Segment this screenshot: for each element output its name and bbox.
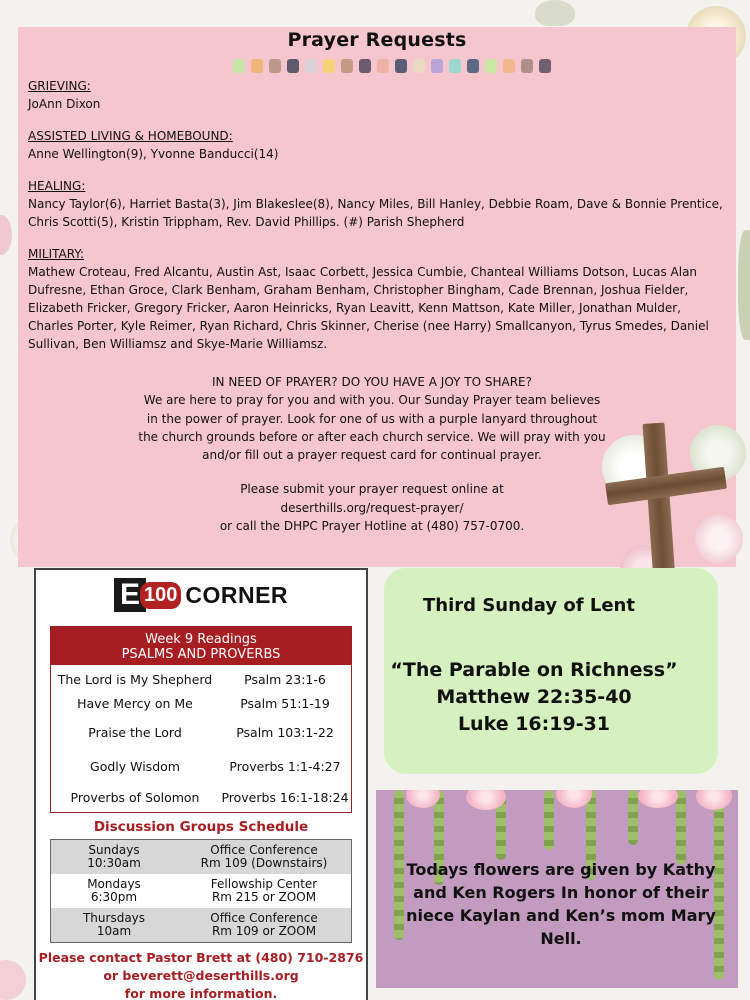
decorative-dot (305, 59, 317, 73)
reading-row (51, 714, 351, 750)
group-day: Mondays (87, 877, 141, 891)
prayer-hotline: or call the DHPC Prayer Hotline at (480) 757-0700. (219, 519, 525, 534)
decorative-dots (58, 59, 726, 73)
logo-e: E (114, 578, 146, 612)
group-day: Sundays (88, 843, 140, 857)
prayer-title: Prayer Requests (287, 29, 467, 51)
section-grieving (28, 77, 726, 113)
reading-ref: Psalm 23:1-6 (244, 672, 326, 687)
decorative-dot (341, 59, 353, 73)
petal-decoration (0, 215, 12, 255)
reading-ref: Psalm 51:1-19 (240, 695, 330, 711)
invitation-line: in the power of prayer. Look for one of us with a purple lanyard throughout (146, 411, 598, 426)
sermon-info (384, 657, 684, 738)
section-heading: ASSISTED LIVING & HOMEBOUND: (28, 129, 233, 143)
decorative-dot (539, 59, 551, 73)
decorative-dot (521, 59, 533, 73)
decorative-dot (485, 59, 497, 73)
reading-title: Proverbs of Solomon (70, 789, 200, 805)
readings-table (50, 626, 352, 813)
section-assisted-living (28, 127, 726, 163)
submit-line: Please submit your prayer request online at (240, 482, 504, 497)
group-room: Rm 215 or ZOOM (211, 890, 317, 904)
decorative-dot (449, 59, 461, 73)
reading-ref: Psalm 103:1-22 (236, 724, 334, 740)
section-military (28, 245, 726, 353)
readings-header (51, 627, 351, 665)
reading-title: Have Mercy on Me (77, 695, 193, 711)
group-row (51, 908, 351, 942)
prayer-request-link[interactable]: deserthills.org/request-prayer/ (280, 500, 464, 515)
flowers-dedication-text: Todays flowers are given by Kathy and Ken Rogers In honor of their niece Kaylan and Ken’s mom Mary Nell. (406, 860, 716, 948)
invitation-line: We are here to pray for you and with you. Our Sunday Prayer team believes (143, 393, 601, 408)
lent-sermon-box (384, 568, 718, 774)
contact-info (36, 949, 366, 1000)
group-room: Rm 109 (Downstairs) (200, 856, 328, 870)
section-body: Nancy Taylor(6), Harriet Basta(3), Jim Blakeslee(8), Nancy Miles, Bill Hanley, Debbie Roam, Dave & Bonnie Prentice, Chris Scotti(5), Kristin Trippham, Rev. David Phillips. (#) Parish Shepherd (28, 197, 723, 229)
group-row (51, 874, 351, 908)
contact-email[interactable]: or beverett@deserthills.org (103, 968, 299, 983)
decorative-dot (503, 59, 515, 73)
group-day: Thursdays (82, 911, 146, 925)
group-time: 10am (96, 924, 132, 938)
group-time: 10:30am (87, 856, 141, 870)
section-healing (28, 177, 726, 231)
lent-title: Third Sunday of Lent (423, 595, 635, 616)
decorative-dot (323, 59, 335, 73)
scripture-ref: Luke 16:19-31 (457, 713, 611, 735)
logo-corner-word: CORNER (185, 581, 289, 608)
scripture-ref: Matthew 22:35-40 (436, 686, 632, 708)
group-room: Rm 109 or ZOOM (211, 924, 317, 938)
reading-row (51, 782, 351, 812)
decorative-dot (359, 59, 371, 73)
logo-100: 100 (140, 582, 181, 609)
pink-flower-decoration (0, 960, 26, 1000)
prayer-sections (28, 77, 726, 353)
reading-row (51, 667, 351, 692)
section-heading: HEALING: (28, 179, 86, 193)
week-subtitle: PSALMS AND PROVERBS (121, 647, 281, 662)
decorative-dot (251, 59, 263, 73)
section-body: JoAnn Dixon (28, 97, 101, 111)
group-place: Office Conference (210, 911, 318, 925)
section-heading: MILITARY: (28, 247, 85, 261)
reading-row (51, 750, 351, 782)
section-heading: GRIEVING: (28, 79, 91, 93)
decorative-dot (233, 59, 245, 73)
decorative-dot (287, 59, 299, 73)
invitation-line: and/or fill out a prayer request card for continual prayer. (202, 448, 542, 463)
decorative-dot (377, 59, 389, 73)
decorative-dot (395, 59, 407, 73)
section-body: Mathew Croteau, Fred Alcantu, Austin Ast, Isaac Corbett, Jessica Cumbie, Chanteal Williams Dotson, Lucas Alan Dufresne, Ethan Groce, Clark Benham, Graham Benham, Christopher Bingham, Cade Brennan, Joshua Fielder, Elizabeth Fricker, Gregory Fricker, Aaron Heinricks, Ryan Leavitt, Kenn Mattson, Kate Miller, Jonathan Mulder, Charles Porter, Kyle Reimer, Ryan Richard, Chris Skinner, Cherise (nee Harry) Smallcanyon, Tyrus Smedes, Daniel Sullivan, Ben Williamsz and Skye-Marie Williamsz. (28, 265, 709, 351)
decorative-dot (269, 59, 281, 73)
group-place: Fellowship Center (210, 877, 318, 891)
decorative-dot (467, 59, 479, 73)
reading-ref: Proverbs 16:1-18:24 (221, 789, 349, 805)
discussion-groups-title: Discussion Groups Schedule (93, 819, 309, 835)
decorative-dot (431, 59, 443, 73)
decorative-dot (413, 59, 425, 73)
reading-title: Praise the Lord (88, 724, 182, 740)
e100-logo (36, 578, 366, 612)
e100-corner (34, 568, 368, 1000)
bud-decoration (535, 0, 575, 26)
contact-more: for more information. (124, 986, 278, 1000)
leaf-decoration (738, 230, 750, 340)
discussion-groups-table (50, 839, 352, 943)
section-body: Anne Wellington(9), Yvonne Banducci(14) (28, 147, 279, 161)
invitation-line: the church grounds before or after each church service. We will pray with you (138, 429, 606, 444)
reading-title: Godly Wisdom (90, 758, 180, 774)
reading-row (51, 692, 351, 714)
group-time: 6:30pm (90, 890, 138, 904)
sermon-title: “The Parable on Richness” (390, 659, 678, 681)
invitation-line: IN NEED OF PRAYER? DO YOU HAVE A JOY TO SHARE? (212, 375, 532, 389)
reading-title: The Lord is My Shepherd (57, 672, 213, 687)
week-title: Week 9 Readings (145, 632, 257, 647)
reading-ref: Proverbs 1:1-4:27 (229, 758, 341, 774)
flowers-dedication-box (376, 790, 738, 988)
group-place: Office Conference (210, 843, 318, 857)
group-row (51, 840, 351, 874)
contact-phone: Please contact Pastor Brett at (480) 710-2876 (38, 950, 364, 965)
